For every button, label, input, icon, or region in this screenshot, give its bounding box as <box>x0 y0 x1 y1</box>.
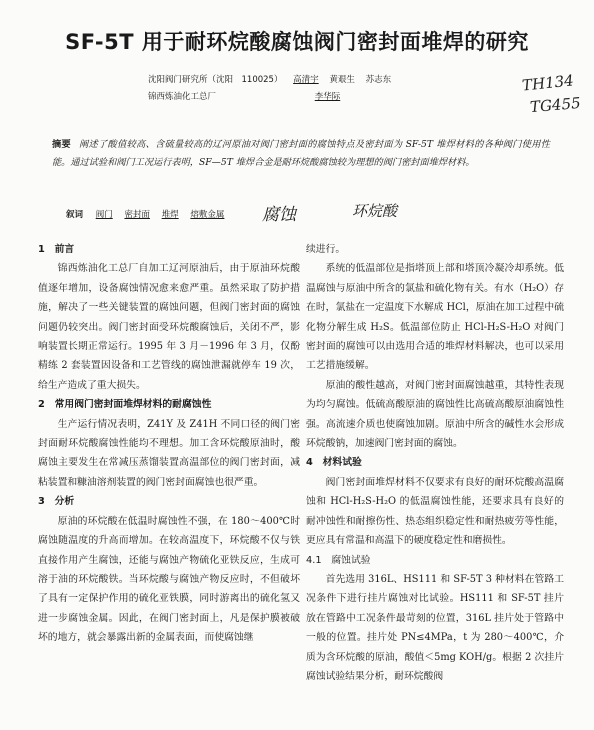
keyword: 熔敷金属 <box>190 210 225 220</box>
section-heading-2: 2 常用阀门密封面堆焊材料的耐腐蚀性 <box>38 399 212 411</box>
keywords-label: 叙词 <box>66 210 84 220</box>
paragraph: 系统的低温部位是指塔顶上部和塔顶冷凝冷却系统。低温腐蚀与原油中所含的氯盐和硫化物有关。有水（H₂O）存在时，氯盐在一定温度下水解成 HCl，原油在加工过程中硫化物分解生成 H₂S。低温部位防止 HCl-H₂S-H₂O 对阀门密封面的腐蚀可以由选用合适的堆焊材料解决，也可以采用工艺措施缓解。 <box>306 263 564 372</box>
paper-title: SF-5T 用于耐环烷酸腐蚀阀门密封面堆焊的研究 <box>65 30 529 54</box>
section-heading-4: 4 材料试验 <box>306 457 362 469</box>
author-name: 李华际 <box>314 92 341 102</box>
paragraph: 原油的环烷酸在低温时腐蚀性不强，在 180～400℃时腐蚀随温度的升高而增加。在较高温度下，环烷酸不仅与铁直接作用产生腐蚀，还能与腐蚀产物硫化亚铁反应，生成可溶于油的环烷酸铁。当环烷酸与腐蚀产物反应时，不但破坏了具有一定保护作用的硫化亚铁膜，同时游离出的硫化氢又进一步腐蚀金属。因此，在阀门密封面上，凡是保护膜被破坏的地方，就会暴露出新的金属表面，而使腐蚀继 <box>38 515 300 644</box>
keyword: 阀门 <box>95 210 113 220</box>
paragraph: 阀门密封面堆焊材料不仅要求有良好的耐环烷酸高温腐蚀和 HCl-H₂S-H₂O 的低温腐蚀性能，还要求具有良好的耐冲蚀性和耐擦伤性、热态组织稳定性和耐热疲劳等性能，更应具有常温和高温下的硬度稳定性和磨损性。 <box>306 476 564 547</box>
affiliation-2: 锦西炼油化工总厂 <box>148 92 217 102</box>
author-row-1 <box>148 72 391 89</box>
keyword: 密封面 <box>124 210 150 220</box>
author-row-2 <box>148 89 391 106</box>
paragraph: 首先选用 316L、HS111 和 SF-5T 3 种材料在管路工况条件下进行挂片腐蚀对比试验。HS111 和 SF-5T 挂片放在管路中工况条件最苛刻的位置，316L 挂片处于管路中一般的位置。挂片处 PN≤4MPa，t 为 280～400℃，介质为含环烷酸的原油，酸值＜5mg KOH/g。根据 2 次挂片腐蚀试验结果分析，耐环烷酸阀 <box>306 573 564 682</box>
paragraph: 生产运行情况表明，Z41Y 及 Z41H 不同口径的阀门密封面耐环烷酸腐蚀性能均不理想。加工含环烷酸原油时，酸腐蚀主要发生在常减压蒸馏装置高温部位的阀门密封面，减粘装置和糠油溶剂装置的阀门密封面腐蚀也很严重。 <box>38 418 300 488</box>
keyword: 堆焊 <box>161 210 179 220</box>
handwritten-class-code-1: TH134 <box>521 71 575 95</box>
left-column <box>38 240 300 648</box>
paragraph: 锦西炼油化工总厂自加工辽河原油后，由于原油环烷酸值逐年增加，设备腐蚀情况愈来愈严重。虽然采取了防护措施，解决了一些关键装置的腐蚀问题，但阀门密封面的腐蚀问题仍较突出。阀门密封面受环烷酸腐蚀后，关闭不严，影响装置长期正常运行。1995 年 3 月－1996 年 3 月，仅酚精练 2 套装置因设备和工艺管线的腐蚀泄漏就停车 19 次，给生产造成了重大损失。 <box>38 263 300 391</box>
paragraph-continued: 续进行。 <box>306 244 346 255</box>
abstract-text: 阐述了酸值较高、含硫量较高的辽河原油对阀门密封面的腐蚀特点及密封面为 SF-5T 堆焊材料的各种阀门使用性能。通过试验和阀门工况运行表明，SF—5T 堆焊合金是耐环烷酸腐蚀较为理想的阀门密封面堆焊材料。 <box>52 139 550 168</box>
affiliation-1: 沈阳阀门研究所（沈阳 110025） <box>148 75 283 85</box>
abstract <box>52 136 550 172</box>
handwritten-class-code-2: TG455 <box>529 93 582 117</box>
abstract-label: 摘要 <box>52 139 72 150</box>
paragraph: 原油的酸性越高，对阀门密封面腐蚀越重，其特性表现为均匀腐蚀。低硫高酸原油的腐蚀性比高硫高酸原油腐蚀性强。高流速介质也使腐蚀加剧。原油中所含的碱性水会形成环烷酸钠，加速阀门密封面的腐蚀。 <box>306 379 564 450</box>
handwritten-keyword-1: 腐蚀 <box>262 205 296 225</box>
keywords-line <box>66 208 233 220</box>
section-heading-1: 1 前言 <box>38 244 75 255</box>
author-name: 苏志东 <box>365 75 392 85</box>
right-column <box>306 240 564 686</box>
subsection-heading-4-1: 4.1 腐蚀试验 <box>306 554 371 566</box>
handwritten-keyword-2: 环烷酸 <box>352 202 398 220</box>
author-block <box>148 72 391 106</box>
section-heading-3: 3 分析 <box>38 496 75 508</box>
author-name: 黄艰生 <box>329 75 355 85</box>
author-name: 高清宇 <box>293 75 319 85</box>
